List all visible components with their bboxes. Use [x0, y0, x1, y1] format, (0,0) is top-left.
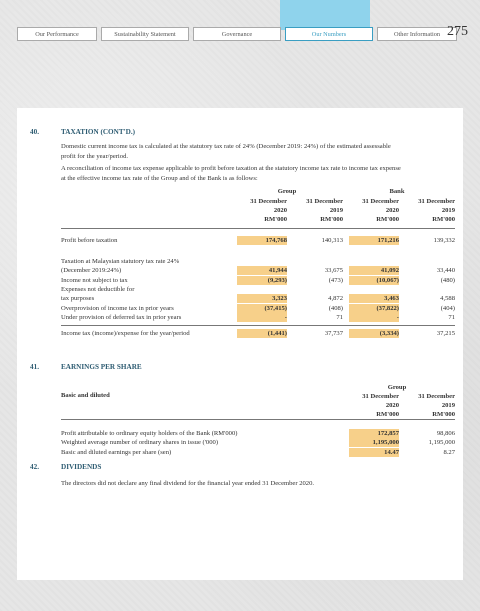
- table-cell: 33,440: [436, 267, 455, 275]
- tab-sustainability-statement[interactable]: Sustainability Statement: [101, 27, 189, 41]
- row-label: Expenses not deductible for: [61, 285, 135, 293]
- row-label: (December 2019:24%): [61, 267, 122, 275]
- table-cell: (473): [328, 276, 343, 284]
- group-header: Group: [277, 188, 297, 195]
- table-cell: 37,737: [324, 330, 343, 337]
- table-cell: 41,944: [237, 266, 287, 275]
- column-header: 31 December 2020 RM'000: [362, 198, 399, 223]
- column-header: 31 December 2019 RM'000: [418, 393, 455, 418]
- table-cell: 140,313: [321, 237, 343, 244]
- table-cell: 4,872: [328, 295, 343, 303]
- row-label: Under provision of deferred tax in prior years: [61, 313, 182, 321]
- paragraph: Domestic current income tax is calculated at the statutory tax rate of 24% (December 2019: 24%) of the estimated assessable profit for the year/period.: [61, 143, 391, 160]
- table-cell: (480): [440, 276, 455, 284]
- section-title: EARNINGS PER SHARE: [61, 363, 142, 371]
- table-cell: (408): [328, 304, 343, 312]
- page-number: 275: [447, 24, 468, 39]
- tab-our-performance[interactable]: Our Performance: [17, 27, 97, 41]
- column-header: 31 December 2019 RM'000: [418, 198, 455, 223]
- section-number: 41.: [30, 363, 39, 371]
- table-cell: 4,588: [440, 295, 455, 303]
- table-cell: 3,463: [349, 294, 399, 303]
- table-cell: 14.47: [349, 448, 399, 457]
- table-cell: 174,768: [237, 236, 287, 245]
- table-cell: 41,092: [349, 266, 399, 275]
- table-cell: 1,195,000: [349, 438, 399, 447]
- table-cell: (37,822): [349, 304, 399, 313]
- tab-our-numbers[interactable]: Our Numbers: [285, 27, 373, 41]
- tab-other-information[interactable]: Other Information: [377, 27, 457, 41]
- row-label: Taxation at Malaysian statutory tax rate 24%: [61, 258, 180, 265]
- content-card: [17, 108, 463, 580]
- divider: [61, 228, 455, 229]
- group-header: Group: [387, 384, 407, 391]
- table-cell: -: [237, 313, 287, 322]
- section-number: 40.: [30, 128, 39, 136]
- column-header: 31 December 2019 RM'000: [306, 198, 343, 223]
- row-label: Income not subject to tax: [61, 276, 128, 284]
- table-cell: (404): [440, 304, 455, 312]
- column-header: 31 December 2020 RM'000: [250, 198, 287, 223]
- table-cell: -: [349, 313, 399, 322]
- table-cell: 171,216: [349, 236, 399, 245]
- table-cell: 139,332: [433, 237, 455, 244]
- table-cell: 8.27: [443, 448, 455, 456]
- table-cell: 37,215: [436, 330, 455, 337]
- table-cell: (37,415): [237, 304, 287, 313]
- row-label: Profit before taxation: [61, 237, 118, 244]
- subheading: Basic and diluted: [61, 392, 110, 399]
- row-label: tax purposes: [61, 295, 95, 303]
- table-cell: (3,334): [349, 329, 399, 338]
- row-label: Overprovision of income tax in prior years: [61, 304, 174, 312]
- row-label: Weighted average number of ordinary shares in issue ('000): [61, 439, 219, 447]
- accent-tab-marker: [280, 0, 370, 30]
- section-title: DIVIDENDS: [61, 463, 102, 471]
- divider: [61, 325, 455, 326]
- table-cell: 1,195,000: [428, 439, 455, 447]
- table-cell: (10,067): [349, 276, 399, 285]
- section-number: 42.: [30, 463, 39, 471]
- dividend-text: The directors did not declare any final dividend for the financial year ended 31 December 2020.: [61, 480, 315, 487]
- tab-governance[interactable]: Governance: [193, 27, 281, 41]
- table-cell: 98,806: [436, 430, 455, 437]
- table-cell: 3,323: [237, 294, 287, 303]
- row-label: Income tax (income)/expense for the year/period: [61, 330, 190, 337]
- section-title: TAXATION (CONT'D.): [61, 128, 136, 136]
- column-header: 31 December 2020 RM'000: [362, 393, 399, 418]
- top-navigation: [17, 27, 461, 41]
- table-cell: (1,441): [237, 329, 287, 338]
- table-cell: 172,857: [349, 429, 399, 438]
- table-cell: 33,675: [324, 267, 343, 275]
- paragraph: A reconciliation of income tax expense applicable to profit before taxation at the statutory income tax rate to income tax expense at the effective income tax rate of the Group and of the Bank is as follows:: [61, 165, 401, 182]
- bank-header: Bank: [389, 188, 405, 195]
- table-cell: (9,293): [237, 276, 287, 285]
- row-label: Basic and diluted earnings per share (sen): [61, 448, 172, 456]
- table-cell: 71: [336, 313, 343, 321]
- table-cell: 71: [448, 313, 455, 321]
- divider: [61, 419, 455, 420]
- row-label: Profit attributable to ordinary equity holders of the Bank (RM'000): [61, 430, 238, 437]
